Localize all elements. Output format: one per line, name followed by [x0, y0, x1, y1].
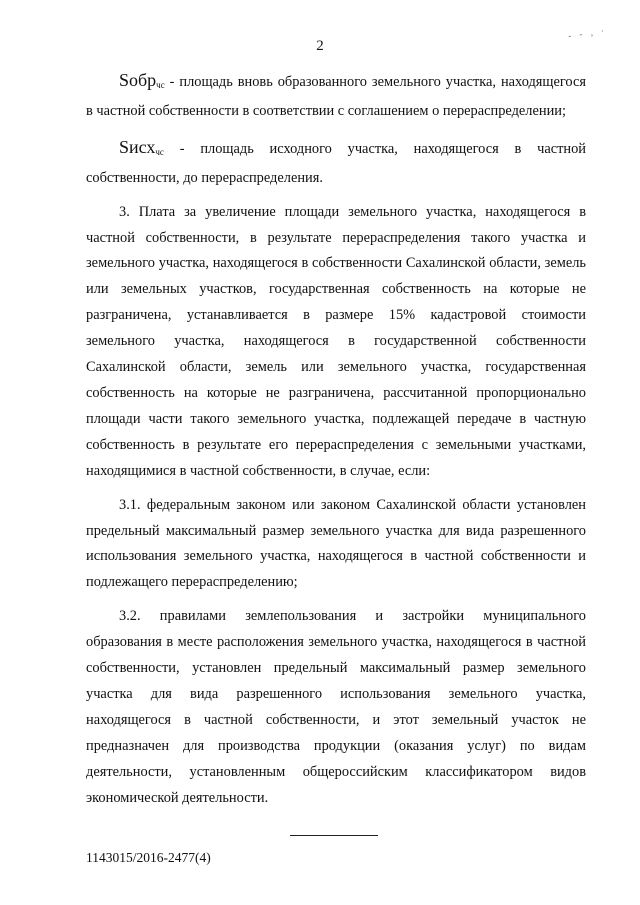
page-number: 2 [316, 38, 324, 54]
variable-symbol: Sобр$_{чс}$ [119, 70, 165, 90]
document-body [86, 68, 586, 811]
definition-sobr [86, 68, 586, 125]
definition-sisx [86, 135, 586, 192]
variable-symbol: Sисх$_{чс}$ [119, 136, 164, 157]
paragraph-3-2: 3.2. правилами землепользования и застройки муниципального образования в месте расположения земельного участка, находящегося в частной собственности, установлен предельный максимальный размер земельного участка для вида разрешенного использования земельного участка, находящегося в частной собственности, и этот земельный участок не предназначен для производства продукции (оказания услуг) по видам деятельности, установленным общероссийским классификатором видов экономической деятельности. [86, 608, 586, 806]
corner-handwritten-mark: - - , · [567, 25, 608, 41]
paragraph-3: 3. Плата за увеличение площади земельного участка, находящегося в частной собственности, в результате перераспределения такого участка и земельного участка, находящегося в собственности Сахалинской области, земель или земельных участков, государственная собственность на которые не разграничена, устанавливается в размере 15% кадастровой стоимости земельного участка, находящегося в государственной собственности Сахалинской области, земель или земельного участка, государственная собственность на которые не разграничена, рассчитанной пропорционально площади части такого земельного участка, подлежащей передаче в частную собственность в результате его перераспределения с земельными участками, находящимися в частной собственности, в случае, если: [86, 203, 586, 479]
footer-divider [290, 835, 378, 836]
definition-text: - площадь вновь образованного земельного участка, находящегося в частной собственности в соответствии с соглашением о перераспределении; [86, 74, 586, 119]
paragraph-3-1: 3.1. федеральным законом или законом Сахалинской области установлен предельный максимальный размер земельного участка для вида разрешенного использования земельного участка, находящегося в частной собственности и подлежащего перераспределению; [86, 496, 586, 591]
definition-text: - площадь исходного участка, находящегося в частной собственности, до перераспределения. [86, 140, 586, 186]
document-id: 1143015/2016-2477(4) [86, 850, 211, 865]
